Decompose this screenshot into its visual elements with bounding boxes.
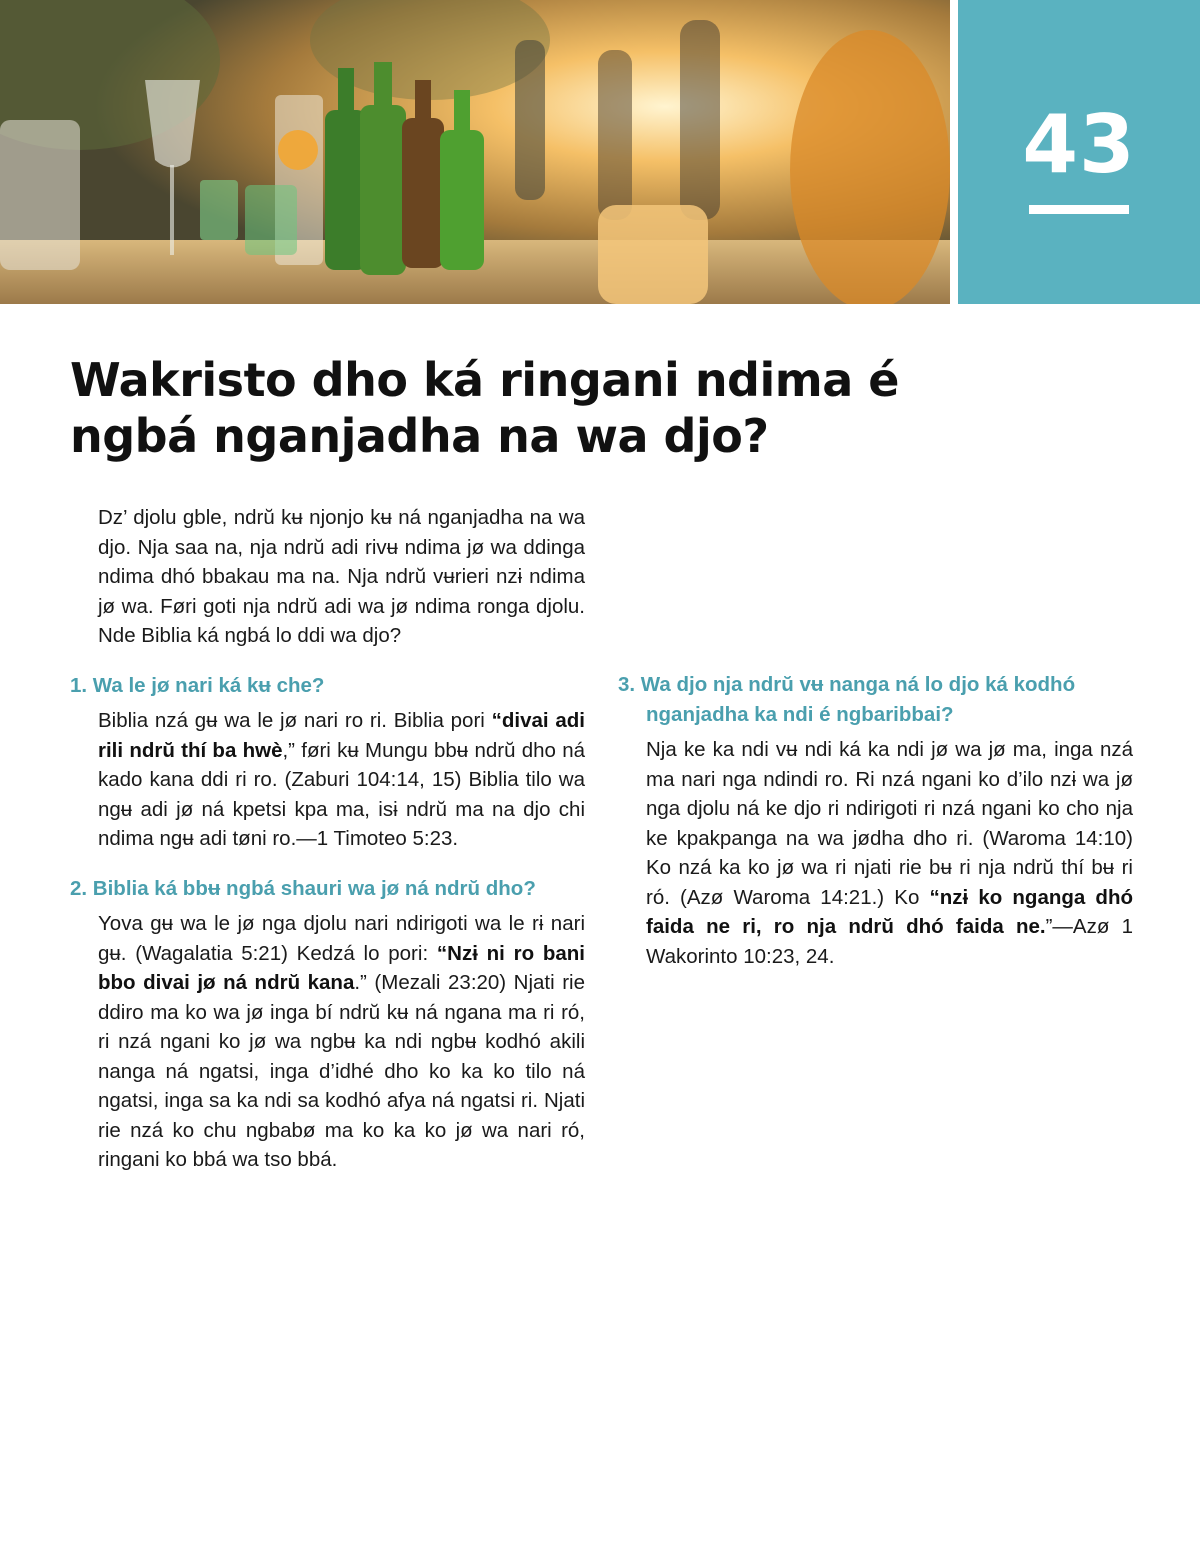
badge-underline bbox=[1029, 205, 1129, 214]
lesson-number-badge bbox=[958, 0, 1200, 304]
quote-bold: “divai adi rili ndrŭ thí ba hwè bbox=[98, 709, 585, 762]
lesson-number: 43 bbox=[1022, 98, 1136, 191]
quote-bold: “nzɨ ko nganga dhó faida ne ri, ro nja ndrŭ dhó faida ne. bbox=[646, 885, 1133, 938]
page-title: Wakristo dho ká ringani ndima é ngbá nganjadha na wa djo? bbox=[70, 353, 899, 463]
question-3-heading: 3. Wa djo nja ndrŭ vʉ nanga ná lo djo ká kodhó nganjadha ka ndi é ngbaribbai? bbox=[618, 673, 1076, 726]
quote-bold: “Nzɨ ni ro bani bbo divai jø ná ndrŭ kana bbox=[98, 941, 585, 994]
question-1-heading: 1. Wa le jø nari ká kʉ che? bbox=[70, 673, 325, 697]
question-2-answer: Yova gʉ wa le jø nga djolu nari ndirigoti wa le rɨ nari gʉ. (Wagalatia 5:21) Kedzá lo pori: “Nzɨ ni ro bani bbo divai jø ná ndrŭ kana.” (Mezali 23:20) Njati rie ddiro ma ko wa jø inga bí ndrŭ kʉ ná ngana ma ri ró, ri nzá ngani ko jø wa ngbʉ ka ndi ngbʉ kodhó akili nanga ná ngatsi, inga d’idhé dho ko ka ko tilo ná ngatsi, inga sa ka ndi sa kodhó afya ná ngatsi ri. Njati rie nzá ko chu ngbabø ma ko ka ko jø wa nari ró, ringani ko bbá wa tso bbá. bbox=[98, 912, 585, 1171]
right-column bbox=[618, 503, 1133, 971]
question-3-answer: Nja ke ka ndi vʉ ndi ká ka ndi jø wa jø ma, inga nzá ma nari nga ndindi ro. Ri nzá ngani ko d’ilo nzɨ wa jø nga djolu ná ke djo ri ndirigoti ri nzá ngani ko cho nja ke kpakpanga na wa jødha dho ri. (Waroma 14:10) Ko nzá ka ko jø wa ri njati rie bʉ ri nja ndrŭ thí bʉ ri ró. (Azø Waroma 14:21.) Ko “nzɨ ko nganga dhó faida ne ri, ro nja ndrŭ dhó faida ne.”—Azø 1 Wakorinto 10:23, 24. bbox=[646, 738, 1133, 968]
question-2-heading: 2. Biblia ká bbʉ ngbá shauri wa jø ná ndrŭ dho? bbox=[70, 876, 536, 900]
party-drinks-illustration bbox=[0, 0, 950, 304]
intro-paragraph: Dz’ djolu gble, ndrŭ kʉ njonjo kʉ ná nganjadha na wa djo. Nja saa na, nja ndrŭ adi rivʉ ndima jø wa ddinga ndima dhó bbakau ma na. Nja ndrŭ vʉrieri nzɨ ndima jø wa. Føri goti nja ndrŭ adi wa jø ndima ronga djolu. Nde Biblia ká ngbá lo ddi wa djo? bbox=[98, 506, 585, 647]
header-photo bbox=[0, 0, 950, 304]
left-column bbox=[70, 503, 585, 1175]
question-1-answer: Biblia nzá gʉ wa le jø nari ro ri. Biblia pori “divai adi rili ndrŭ thí ba hwè,” føri kʉ Mungu bbʉ ndrŭ dho ná kado kana ddi ri ro. (Zaburi 104:14, 15) Biblia tilo wa ngʉ adi jø ná kpetsi kpa ma, isɨ ndrŭ ma na djo chi ndima ngʉ adi tøni ro.—1 Timoteo 5:23. bbox=[98, 709, 585, 850]
